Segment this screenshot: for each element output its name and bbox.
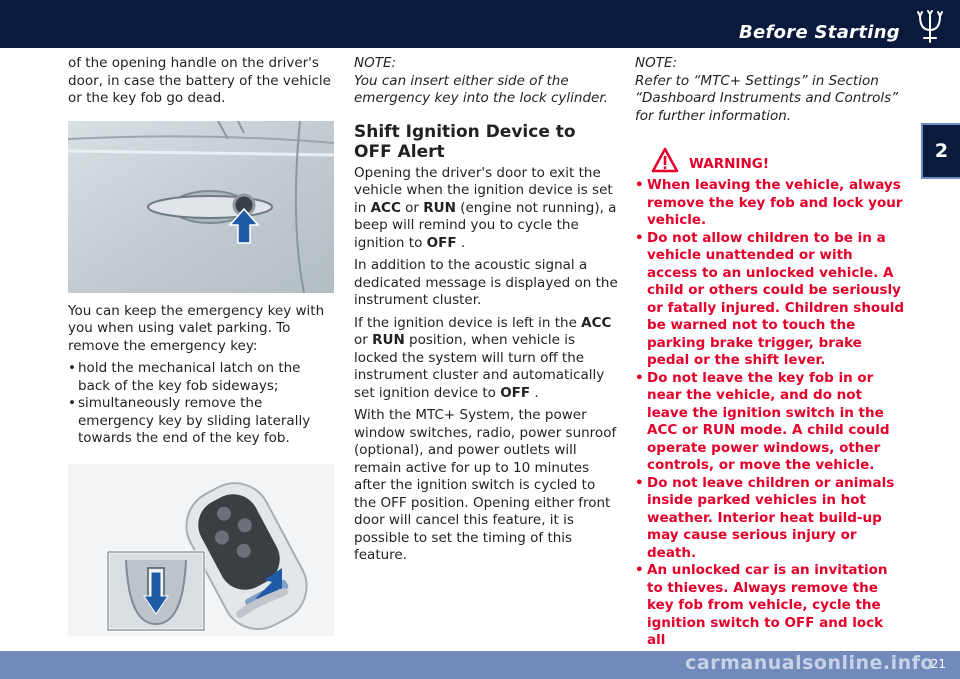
ignition-para-3: If the ignition device is left in the ACC or RUN position, when vehicle is locked the system will turn off the instrument cluster and automatically set ignition device to OFF . xyxy=(354,314,612,401)
key-fob-photo xyxy=(68,464,334,636)
ignition-alert-heading: Shift Ignition Device to OFF Alert xyxy=(354,121,576,162)
page-number: 21 xyxy=(930,657,946,671)
valet-text: You can keep the emergency key with you when using valet parking. To remove the emergency key: xyxy=(68,302,325,354)
warning-triangle-icon xyxy=(651,147,679,173)
list-item: • Do not allow children to be in a vehicle unattended or with access to an unlocked vehicle. A child or others could be seriously or fatally injured. Children should be warned not to touch the parking brake trigger, brake pedal or the shift lever. xyxy=(635,230,905,370)
list-item: • An unlocked car is an invitation to thieves. Always remove the key fob from vehicle, cycle the ignition switch to OFF and lock all xyxy=(635,562,905,650)
ignition-para-2: In addition to the acoustic signal a dedicated message is displayed on the instrument cluster. xyxy=(354,257,618,308)
removal-steps xyxy=(68,360,334,448)
ignition-para-1: Opening the driver's door to exit the vehicle when the ignition device is set in ACC or RUN (engine not running), a beep will remind you to cycle the ignition to OFF . xyxy=(354,164,617,251)
list-item: • When leaving the vehicle, always remove the key fob and lock your vehicle. xyxy=(635,177,905,230)
warning-title: WARNING! xyxy=(689,156,769,172)
section-title: Before Starting xyxy=(738,22,900,43)
note-label: NOTE: xyxy=(635,55,678,71)
intro-text: of the opening handle on the driver's door, in case the battery of the vehicle or the key fob go dead. xyxy=(68,55,331,106)
list-item: • hold the mechanical latch on the back of the key fob sideways; xyxy=(68,360,334,395)
note-text: You can insert either side of the emergency key into the lock cylinder. xyxy=(354,72,608,106)
watermark: carmanualsonline.info xyxy=(685,652,934,674)
door-handle-photo xyxy=(68,121,334,293)
warning-list xyxy=(635,177,905,650)
list-item: • Do not leave children or animals inside parked vehicles in hot weather. Interior heat build-up may cause serious injury or death. xyxy=(635,475,905,563)
note-text: Refer to “MTC+ Settings” in Section “Dashboard Instruments and Controls” for further information. xyxy=(635,72,899,124)
warning-header xyxy=(651,147,905,173)
trident-logo-icon xyxy=(914,10,946,46)
list-item: • simultaneously remove the emergency key by sliding laterally towards the end of the key fob. xyxy=(68,395,334,448)
header-bar xyxy=(0,0,960,48)
note-label: NOTE: xyxy=(354,55,397,71)
column-right xyxy=(635,55,905,650)
list-item: • Do not leave the key fob in or near the vehicle, and do not leave the ignition switch in the ACC or RUN mode. A child could operate power windows, other controls, or move the vehicle. xyxy=(635,370,905,475)
mtc-para: With the MTC+ System, the power window switches, radio, power sunroof (optional), and power outlets will remain active for up to 10 minutes after the ignition switch is cycled to the OFF position. Opening either front door will cancel this feature, it is possible to set the timing of this feature. xyxy=(354,407,617,563)
column-middle xyxy=(354,55,618,570)
column-left xyxy=(68,55,334,636)
chapter-tab[interactable]: 2 xyxy=(921,123,960,179)
